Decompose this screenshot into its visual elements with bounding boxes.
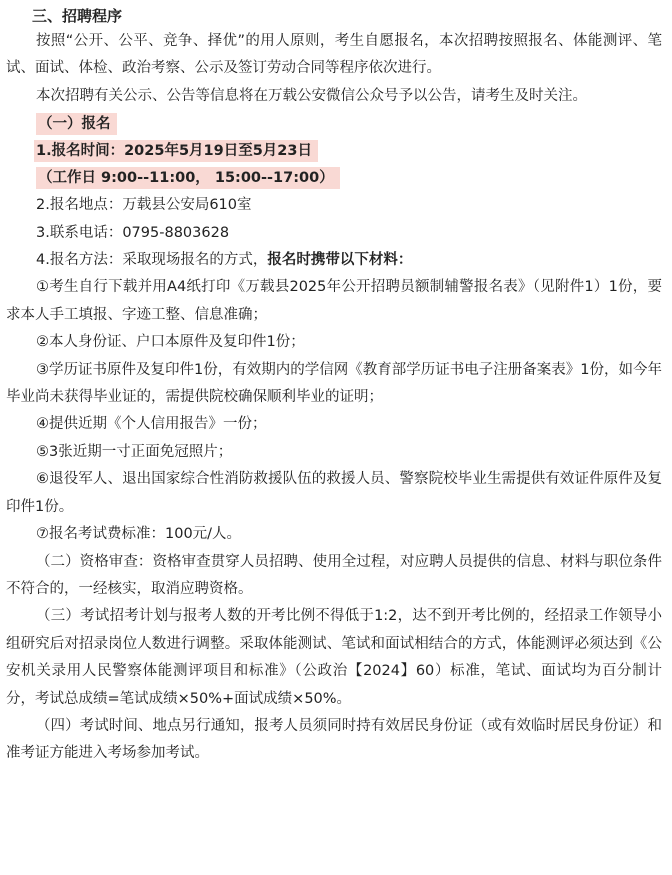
material-item-3: ③学历证书原件及复印件1份，有效期内的学信网《教育部学历证书电子注册备案表》1份，如今年毕业尚未获得毕业证的，需提供院校确保顺利毕业的证明；: [6, 361, 662, 406]
material-item-5: ⑤3张近期一寸正面免冠照片；: [36, 443, 233, 460]
registration-hours: （工作日 9:00--11:00， 15:00--17:00）: [36, 167, 340, 189]
registration-method-bold: 报名时携带以下材料：: [267, 252, 413, 269]
registration-method: [36, 247, 662, 274]
section-title: 三、招聘程序: [32, 7, 123, 25]
registration-phone: 3.联系电话：0795-8803628: [36, 224, 230, 241]
material-item-2: ②本人身份证、户口本原件及复印件1份；: [36, 334, 305, 351]
intro-paragraph-2: 本次招聘有关公示、公告等信息将在万载公安微信公众号予以公告，请考生及时关注。: [36, 87, 587, 104]
registration-location: 2.报名地点：万载县公安局610室: [36, 197, 252, 214]
registration-method-prefix: 4.报名方法：采取现场报名的方式，: [36, 252, 268, 269]
material-item-4: ④提供近期《个人信用报告》一份；: [36, 416, 267, 433]
registration-heading: （一）报名: [36, 113, 117, 135]
exam-plan: （三）考试招考计划与报考人数的开考比例不得低于1:2，达不到开考比例的，经招录工作领导小组研究后对招录岗位人数进行调整。采取体能测试、笔试和面试相结合的方式，体能测评必须达到《公安机关录用人民警察体能测评项目和标准》（公政治【2024】60）标准，笔试、面试均为百分制计分，考试总成绩=笔试成绩×50%+面试成绩×50%。: [6, 608, 662, 707]
registration-time-wrap: [34, 138, 662, 165]
intro-paragraph-1: 按照“公开、公平、竞争、择优”的用人原则，考生自愿报名，本次招聘按照报名、体能测评、笔试、面试、体检、政治考察、公示及签订劳动合同等程序依次进行。: [6, 33, 662, 77]
material-item-7: ⑦报名考试费标准：100元/人。: [36, 526, 242, 543]
registration-time: 1.报名时间：2025年5月19日至5月23日: [34, 140, 318, 162]
exam-notice: （四）考试时间、地点另行通知，报考人员须同时持有效居民身份证（或有效临时居民身份证）和准考证方能进入考场参加考试。: [6, 717, 662, 762]
material-item-1: ①考生自行下载并用A4纸打印《万载县2025年公开招聘员额制辅警报名表》（见附件1）1份，要求本人手工填报、字迹工整、信息准确；: [6, 279, 662, 323]
qualification-review: （二）资格审查：资格审查贯穿人员招聘、使用全过程，对应聘人员提供的信息、材料与职位条件不符合的，一经核实，取消应聘资格。: [6, 553, 662, 597]
registration-hours-wrap: [36, 165, 662, 192]
registration-heading-wrap: [36, 111, 662, 138]
material-item-6: ⑥退役军人、退出国家综合性消防救援队伍的救援人员、警察院校毕业生需提供有效证件原件及复印件1份。: [6, 471, 662, 515]
